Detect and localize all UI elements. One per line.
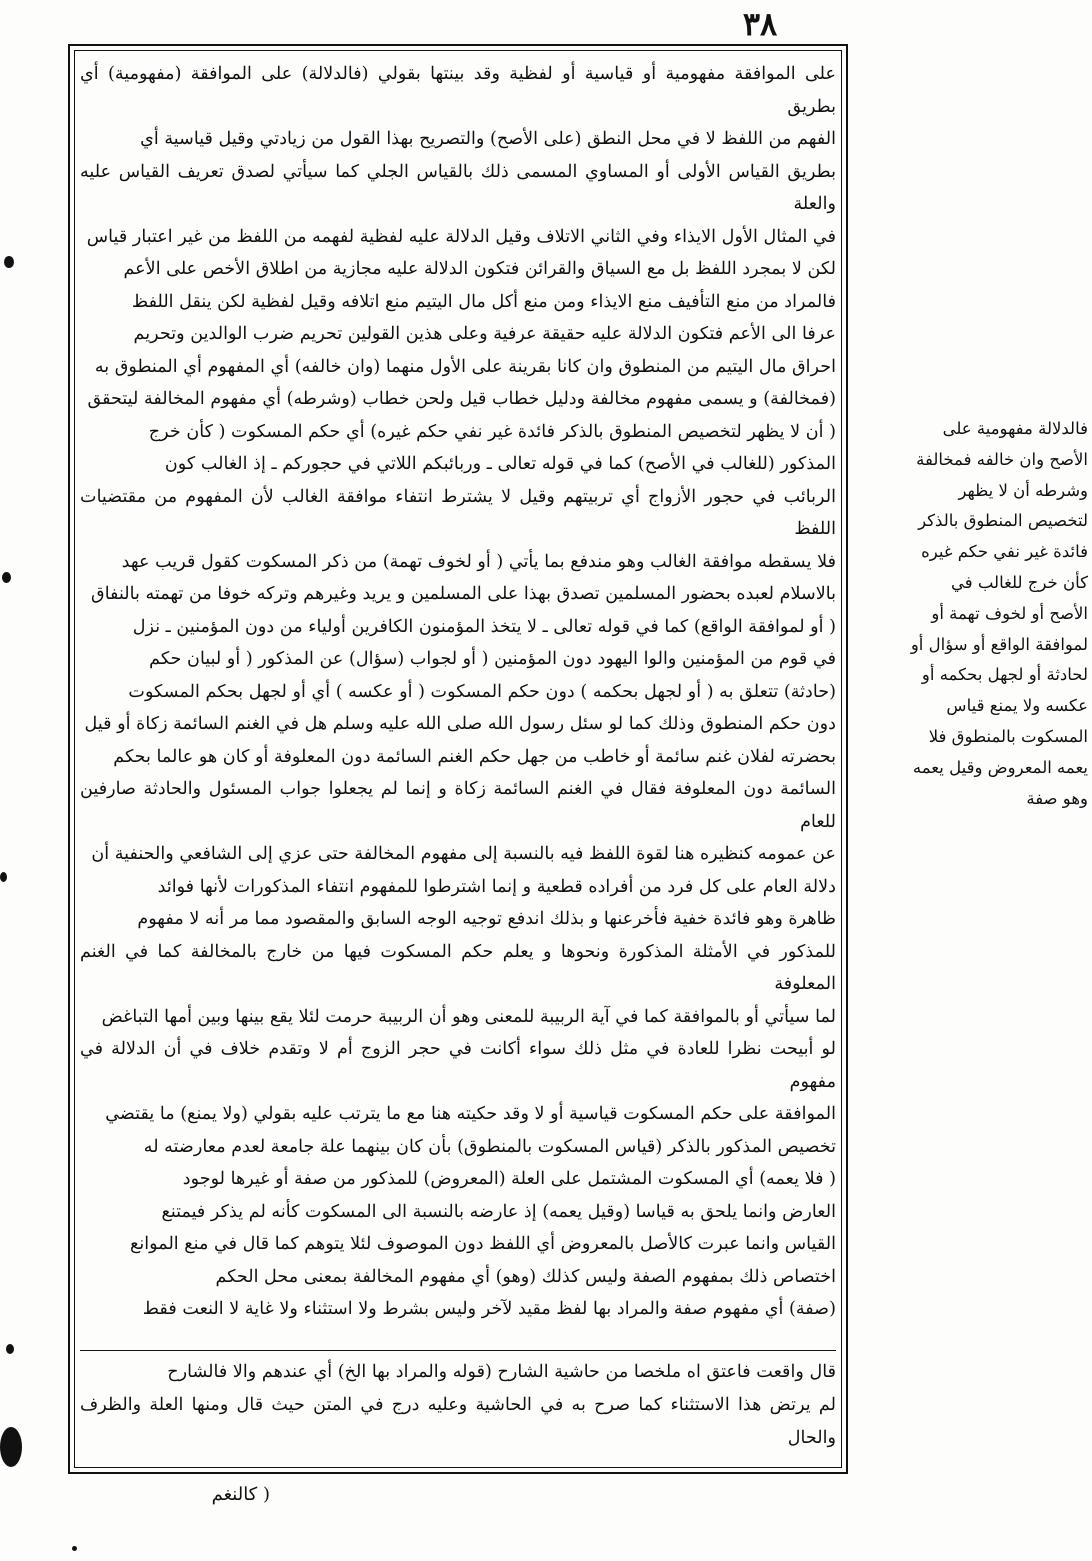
text-line: ( أن لا يظهر لتخصيص المنطوق بالذكر فائدة غير نفي حكم غيره) أي حكم المسكوت ( كأن خرج [148,421,836,442]
text-line: اختصاص ذلك بمفهوم الصفة وليس كذلك (وهو) أي مفهوم المخالفة بمعنى محل الحكم [215,1266,836,1287]
text-line: فالمراد من منع التأفيف منع الايذاء ومن منع أكل مال اليتيم منع اتلافه وقيل لفظية لكن ينقل اللفظ [131,291,836,312]
ink-spot [2,572,11,583]
text-line: (صفة) أي مفهوم صفة والمراد بها لفظ مقيد لآخر وليس بشرط ولا استثناء ولا غاية لا النعت فقط [142,1299,836,1319]
text-line: في قوم من المؤمنين والوا اليهود دون المؤمنين ( أو لجواب (سؤال) عن المذكور ( أو لبيان حكم [149,649,836,669]
margin-line: عكسه ولا يمنع قياس [946,696,1088,716]
text-line: بحضرته لفلان غنم سائمة أو خاطب من جهل حكم الغنم السائمة دون المعلوفة أو كان هو عالما بحكم [113,746,836,767]
text-line: السائمة دون المعلوفة فقال في الغنم السائمة زكاة و إنما لم يجعلوا جواب المسئول والحادثة صارفين للعام [80,779,836,832]
footnote-line: لم يرتض هذا الاستثناء كما صرح به في الحاشية وعليه درج في المتن حيث قال ومنها العلة والظرف والحال [80,1395,836,1448]
text-line: بالاسلام لعبده بحضور المسلمين تصدق بهذا على المسلمين و يريد وغيرهم وتركه خوفا من تهمته بالنفاق [91,584,836,604]
text-line: في المثال الأول الايذاء وفي الثاني الاتلاف وقيل الدلالة عليه لفظية لفهمه من اللفظ من غير اعتبار قياس [86,226,836,247]
margin-line: فالدلالة مفهومية على [942,419,1088,438]
ink-spot [72,1546,77,1551]
text-line: لكن لا بمجرد اللفظ بل مع السياق والقرائن فتكون الدلالة عليه مجازية من اطلاق الأخص على الأعم [123,259,836,279]
ink-spot [4,256,14,268]
catchword: ( كالنغم [211,1484,270,1505]
margin-line: لحادثة أو لجهل بحكمه أو [921,665,1088,685]
text-line: الفهم من اللفظ لا في محل النطق (على الأصح) والتصريح بهذا القول من زيادتي وقيل قياسية أي [140,129,836,149]
margin-line: وهو صفة [1026,788,1088,808]
text-line: (حادثة) تتعلق به ( أو لجهل بحكمه ) دون حكم المسكوت ( أو عكسه ) أي أو لجهل بحكم المسكوت [128,681,836,702]
text-line: تخصيص المذكور بالذكر (قياس المسكوت بالمنطوق) بأن كان بينهما علة جامعة لعدم معارضته له [143,1136,836,1157]
margin-line: الأصح أو لخوف تهمة أو [931,603,1088,623]
page-number: ٣٨ [742,5,778,43]
text-line: دلالة العام على كل فرد من أفراده قطعية و إنما اشترطوا للمفهوم انتفاء المذكورات لأنها فوائد [157,876,836,897]
text-line: على الموافقة مفهومية أو قياسية أو لفظية وقد بينتها بقولي (فالدلالة) على الموافقة (مفهومية) أي بطريق [80,64,836,117]
ink-spot [6,1344,14,1354]
footnote-divider [80,1350,836,1351]
margin-line: المسكوت بالمنطوق فلا [928,726,1088,746]
footnote-line: قال واقعت فاعتق اه ملخصا من حاشية الشارح (قوله والمراد بها الخ) أي عندهم والا فالشارح [167,1362,836,1382]
text-line: (فمخالفة) و يسمى مفهوم مخالفة ودليل خطاب قيل ولحن خطاب (وشرطه) أي مفهوم المخالفة ليتحقق [87,389,836,409]
margin-line: كأن خرج للغالب في [950,572,1088,592]
ink-spot [0,872,7,882]
margin-line: الأصح وان خالفه فمخالفة [916,449,1088,469]
text-line: المذكور (للغالب في الأصح) كما في قوله تعالى ـ وربائبكم اللاتي في حجوركم ـ إذ الغالب كون [164,454,836,474]
text-line: عن عمومه كنظيره هنا لقوة اللفظ فيه بالنسبة إلى مفهوم المخالفة حتى عزي إلى الشافعي والحنفية أن [91,844,836,864]
footnote-text [80,1356,836,1464]
matn-margin-text [856,414,1088,914]
margin-line: فائدة غير نفي حكم غيره [921,542,1088,562]
text-line: بطريق القياس الأولى أو المساوي المسمى ذلك بالقياس الجلي كما سيأتي لصدق تعريف القياس عليه والعلة [80,161,836,214]
text-line: للمذكور في الأمثلة المذكورة ونحوها و يعلم حكم المسكوت فيها من خارج بالمخالفة كما في الغنم المعلوفة [80,941,836,994]
text-line: الموافقة على حكم المسكوت قياسية أو لا وقد حكيته هنا مع ما يترتب عليه بقولي (ولا يمنع) ما يقتضي [105,1104,836,1124]
ink-spot [0,1427,22,1467]
margin-line: لموافقة الواقع أو سؤال أو [910,634,1088,654]
text-line: فلا يسقطه موافقة الغالب وهو مندفع بما يأتي ( أو لخوف تهمة) من ذكر المسكوت كقول قريب عهد [121,551,836,572]
text-line: العارض وانما يلحق به قياسا (وقيل يعمه) إذ عارضه بالنسبة الى المسكوت كأنه لم يذكر فيمتنع [161,1201,836,1222]
margin-line: يعمه المعروض وقيل يعمه [912,757,1088,777]
text-line: لو أبيحت نظرا للعادة في مثل ذلك سواء أكانت في حجر الزوج أم لا وتقدم خلاف في أن الدلالة في مفهوم [80,1039,836,1092]
margin-line: لتخصيص المنطوق بالذكر [918,511,1088,531]
text-line: الربائب في حجور الأزواج أي تربيتهم وقيل لا يشترط انتفاء موافقة الغالب لأن المفهوم من مقتضيات اللفظ [80,486,836,539]
text-line: القياس وانما عبرت كالأصل بالمعروض أي اللفظ دون الموصوف لئلا يتوهم كما قال في منع الموانع [130,1234,836,1254]
margin-line: وشرطه أن لا يظهر [958,480,1088,500]
commentary-main-text [80,58,836,1348]
text-line: لما سيأتي أو بالموافقة كما في آية الربيبة للمعنى وهو أن الربيبة حرمت لئلا يقع بينها وبين أمها التباغض [101,1006,836,1027]
text-line: احراق مال اليتيم من المنطوق وان كانا بقرينة على الأول منهما (وان خالفه) أي المفهوم أي المنطوق به [94,356,836,377]
text-line: ( أو لموافقة الواقع) كما في قوله تعالى ـ لا يتخذ المؤمنون الكافرين أولياء من دون المؤمنين ـ نزل [132,616,836,637]
text-line: دون حكم المنطوق وذلك كما لو سئل رسول الله صلى الله عليه وسلم هل في الغنم السائمة زكاة أو قيل [84,714,836,734]
text-line: عرفا الى الأعم فتكون الدلالة عليه حقيقة عرفية وعلى هذين القولين تحريم ضرب الوالدين وتحريم [133,324,836,344]
text-line: ظاهرة وهو فائدة خفية فأخرعنها و بذلك اندفع توجيه الوجه السابق والمقصود مما مر أنه لا مفهوم [137,909,836,929]
text-line: ( فلا يعمه) أي المسكوت المشتمل على العلة (المعروض) للمذكور من صفة أو غيرها لوجود [182,1169,836,1189]
